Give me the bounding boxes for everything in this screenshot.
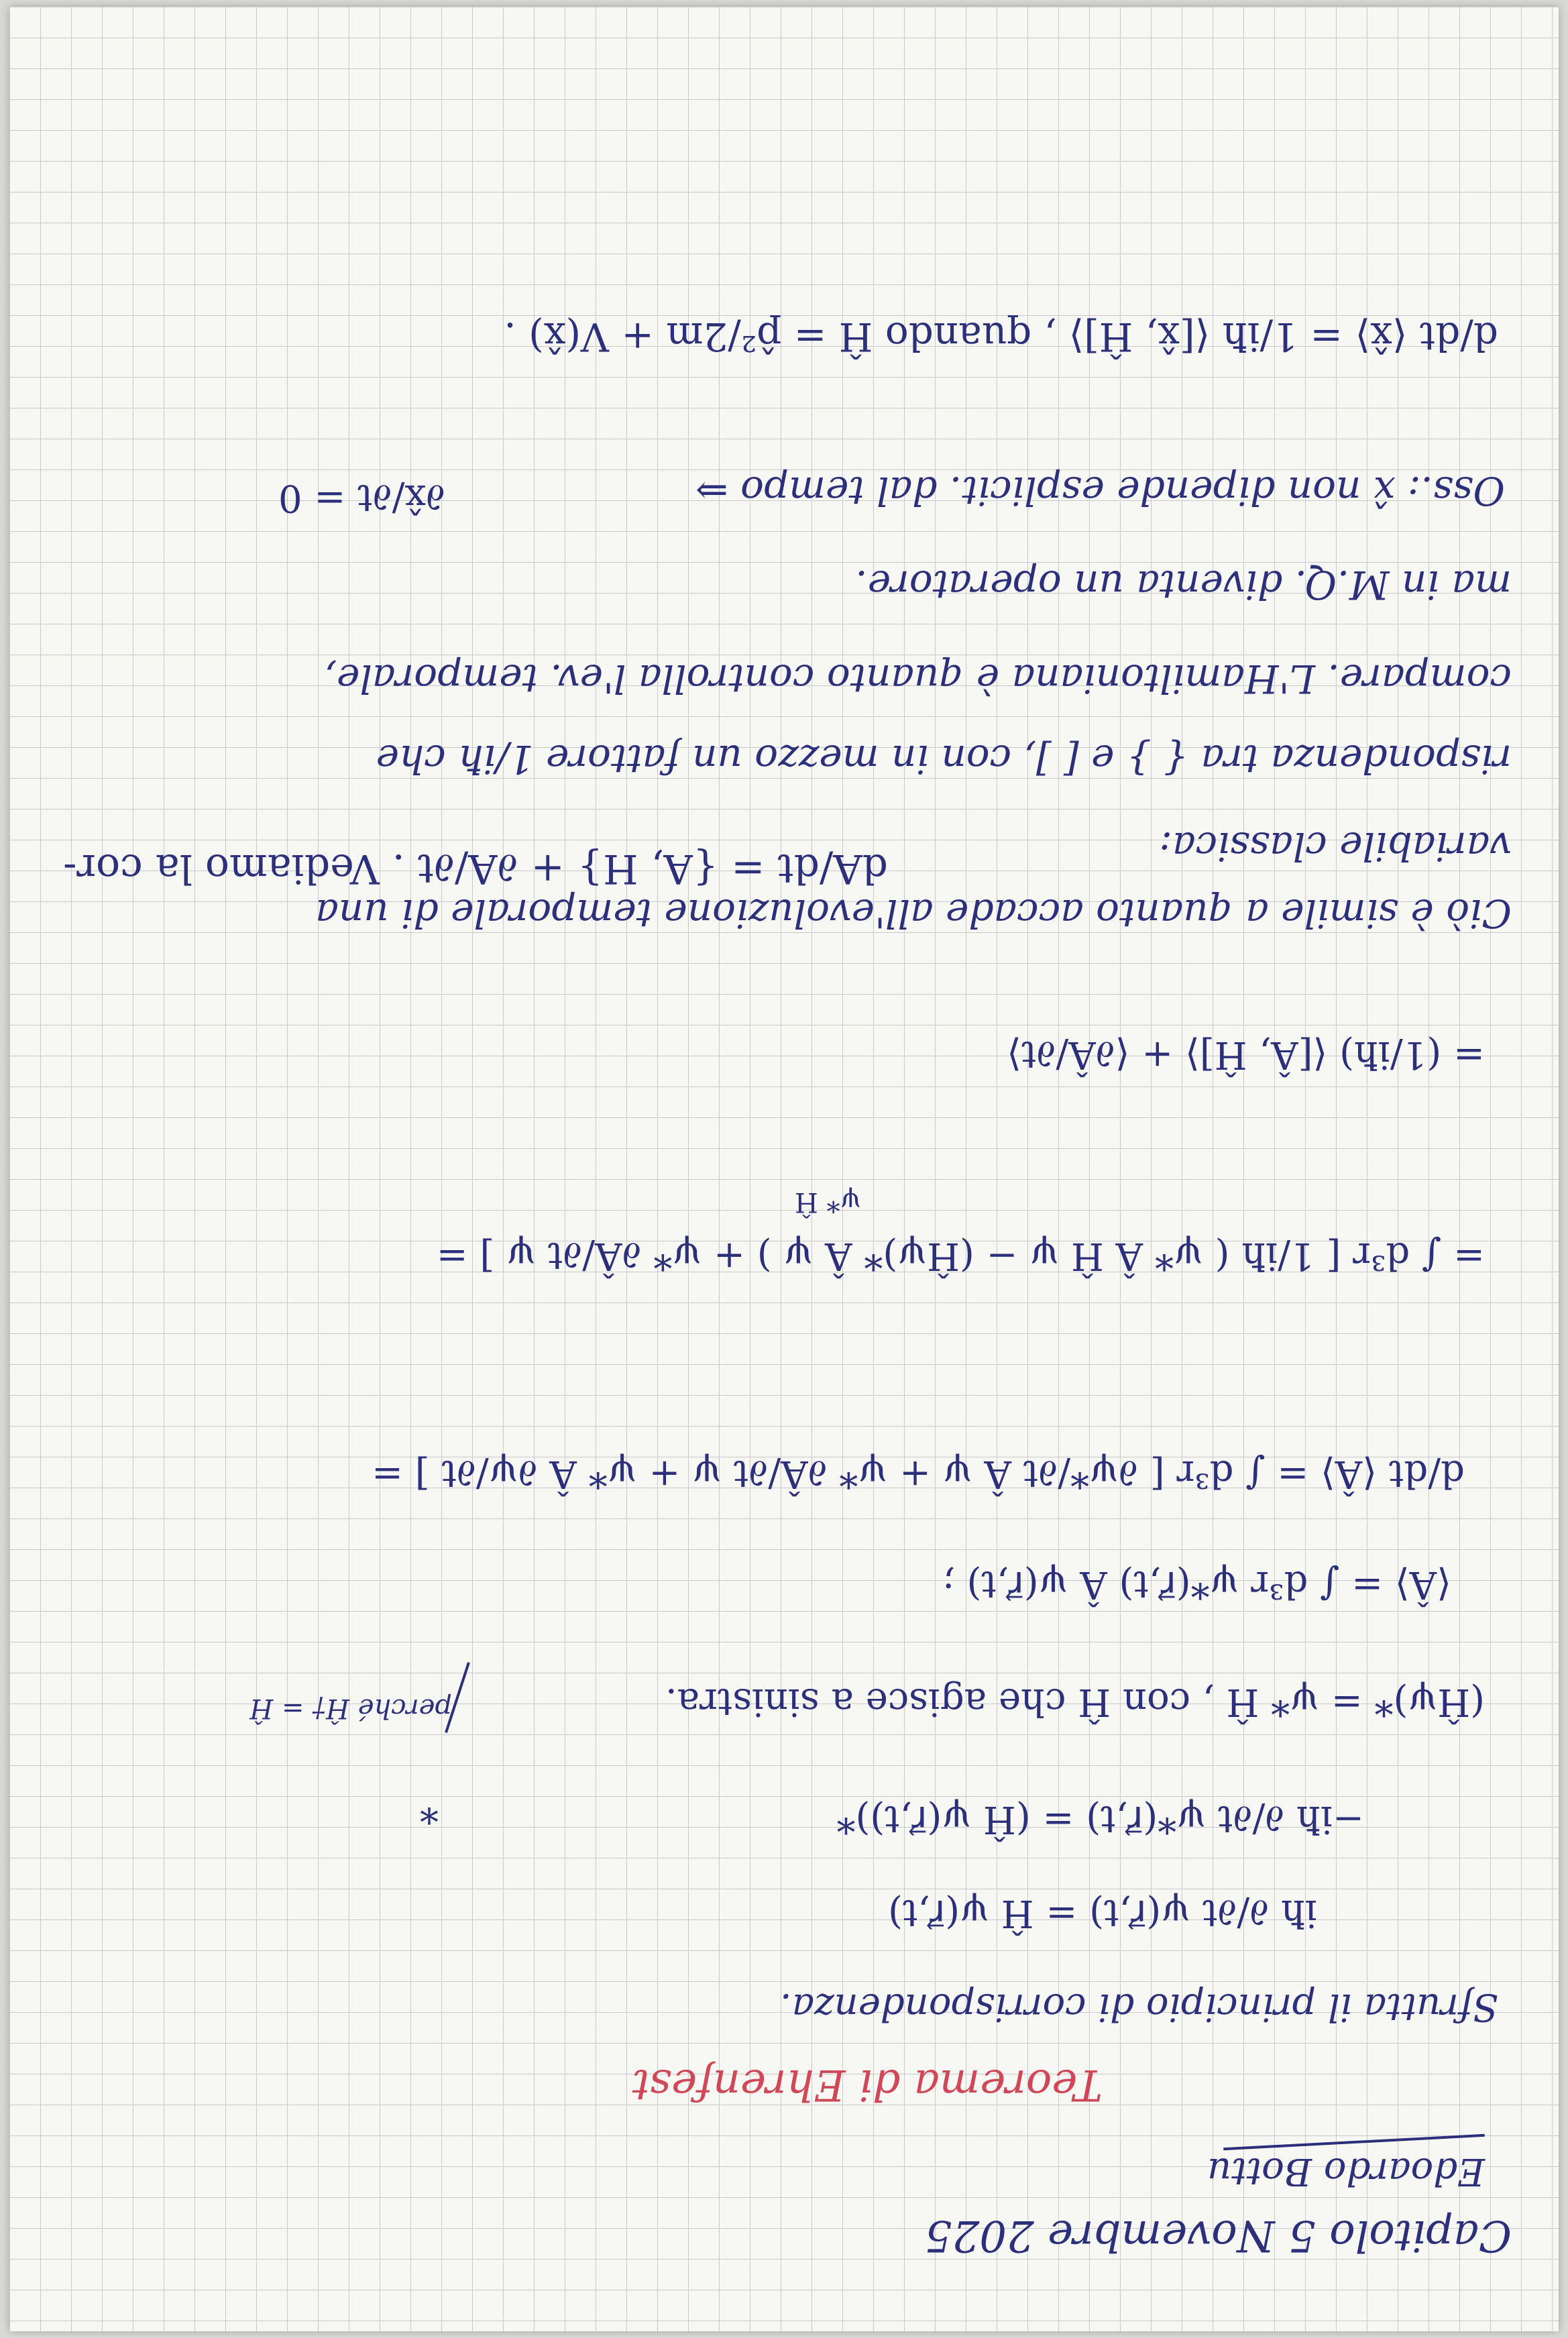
text-line-3: rispondenza tra { } e [ ], con in mezzo un fattore 1/iħ che [376, 736, 1512, 782]
author-underline [1223, 2134, 1485, 2150]
text-line-4: compare. L'Hamiltoniana è quanto controlla l'ev. temporale, [324, 656, 1512, 702]
hermitian-equation: (Ĥψ)* = ψ* Ĥ , con Ĥ che agisce a sinistra. [665, 1680, 1485, 1724]
expectation-value-definition: ⟨Â⟩ = ∫ d³r ψ*(r⃗,t) Â ψ(r⃗,t) ; [942, 1563, 1451, 1606]
text-line-5: ma in M.Q. diventa un operatore. [855, 562, 1512, 608]
text-line-1: Ciò è simile a quanto accade all'evoluzione temporale di una [315, 891, 1512, 936]
date-header: Capitolo 5 Novembre 2025 [924, 2211, 1512, 2260]
observation-text: Oss.: x̂ non dipende esplicit. dal tempo ⇒ [695, 468, 1505, 514]
time-derivative-equation: d/dt ⟨Â⟩ = ∫ d³r [ ∂ψ*/∂t Â ψ + ψ* ∂Â/∂t ψ + ψ* Â ∂ψ/∂t ] = [372, 1452, 1465, 1496]
text-line-2b: . Vediamo la cor- [63, 845, 405, 892]
poisson-formula: dA/dt = {A, H} + ∂A/∂t [417, 845, 888, 892]
partial-x-equation: ∂x̂/∂t = 0 [278, 476, 445, 520]
hermitian-note: perché Ĥ† = Ĥ [249, 1693, 452, 1724]
intro-text: Sfrutta il principio di corrispondenza. [779, 1985, 1498, 2029]
schrodinger-equation: iħ ∂/∂t ψ(r⃗,t) = Ĥ ψ(r⃗,t) [888, 1891, 1317, 1935]
page-content-rotated [9, 7, 1559, 2331]
hpsi-annotation: ψ* Ĥ [795, 1186, 861, 1217]
author-name: Edoardo Bottu [1207, 2150, 1485, 2193]
final-equation: d/dt ⟨x̂⟩ = 1/iħ ⟨[x̂, Ĥ]⟩ , quando Ĥ = p̂²/2m + V(x̂) . [504, 314, 1498, 359]
poisson-bracket-equation [63, 844, 888, 893]
conjugate-star-mark: * [420, 1787, 439, 1831]
substitution-equation: = ∫ d³r [ 1/iħ ( ψ* Â Ĥ ψ − (Ĥψ)* Â ψ ) + ψ* ∂Â/∂t ψ ] = [436, 1234, 1485, 1278]
page-title: Teorema di Ehrenfest [632, 2060, 1103, 2109]
ehrenfest-result: = (1/iħ) ⟨[Â, Ĥ]⟩ + ⟨∂Â/∂t⟩ [1007, 1033, 1485, 1076]
notebook-page [9, 7, 1559, 2331]
text-line-2: variabile classica: [1159, 824, 1512, 869]
conjugate-equation: −iħ ∂/∂t ψ*(r⃗,t) = (Ĥ ψ(r⃗,t))* [836, 1797, 1364, 1841]
